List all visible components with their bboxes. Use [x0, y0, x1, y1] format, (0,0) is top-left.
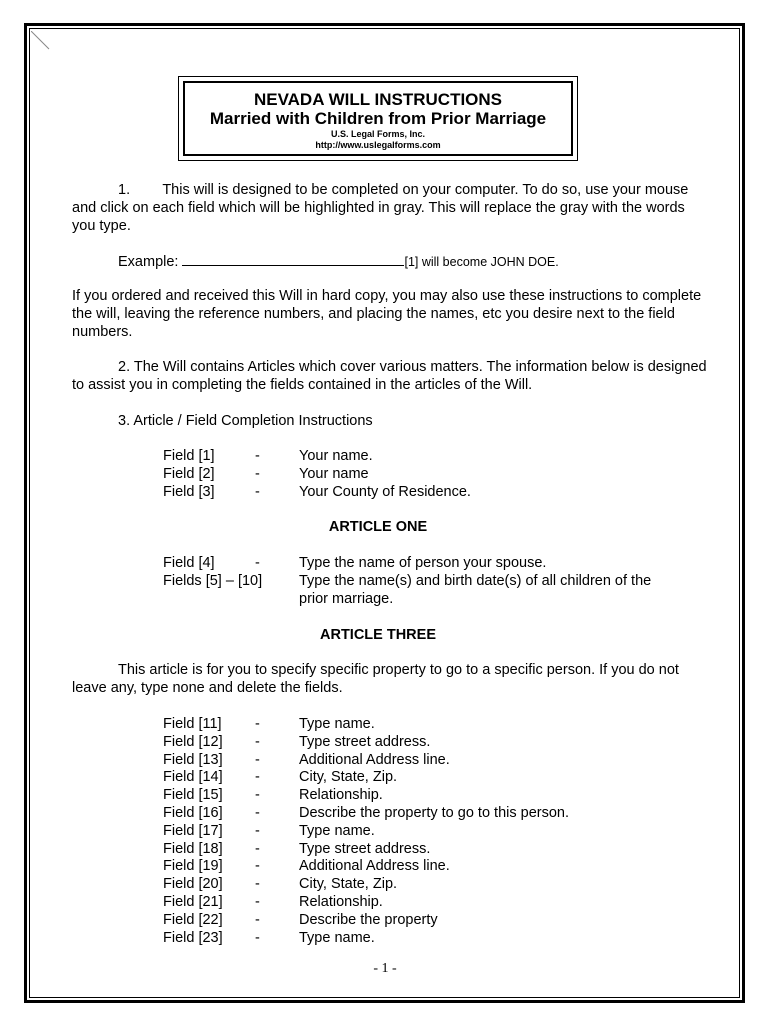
- page-fold-corner-mark: [31, 31, 53, 53]
- field-dash: -: [255, 716, 260, 732]
- field-row: [0, 465, 770, 483]
- field-row: [0, 715, 770, 733]
- field-id: Field [23]: [163, 929, 223, 946]
- field-row: [0, 768, 770, 786]
- field-description: Describe the property to go to this person.: [299, 805, 570, 821]
- field-description: Your name.: [299, 448, 373, 464]
- field-id: Fields [5] – [10]: [163, 573, 263, 589]
- article-one-heading: ARTICLE ONE: [328, 519, 428, 535]
- field-description: City, State, Zip.: [299, 769, 398, 786]
- field-description: Type name.: [299, 716, 375, 732]
- field-row: [0, 786, 770, 804]
- example-line: [118, 251, 559, 271]
- field-dash: -: [255, 911, 260, 928]
- field-id: Field [2]: [163, 466, 215, 482]
- field-description: Type street address.: [299, 840, 431, 857]
- field-dash: -: [255, 466, 260, 482]
- page-number: - 1 -: [373, 961, 397, 976]
- field-description: Your name: [299, 466, 369, 482]
- field-id: Field [21]: [163, 894, 223, 910]
- field-id: Field [1]: [163, 448, 215, 464]
- company-url: http://www.uslegalforms.com: [315, 140, 441, 150]
- paragraph-text: 2. The Will contains Articles which cover various matters. The information below is designed to assist you in completing the fields contained in the articles of the Will.: [72, 359, 707, 393]
- example-label: Example:: [118, 254, 179, 270]
- paragraph-text: This article is for you to specify specific property to go to a specific person. If you do not leave any, type none and delete the fields.: [72, 662, 679, 696]
- instruction-paragraph-1: [72, 181, 708, 235]
- field-row-continuation: [0, 590, 770, 608]
- paragraph-text: 3. Article / Field Completion Instructions: [118, 413, 373, 429]
- field-description: prior marriage.: [299, 591, 394, 607]
- field-id: Field [14]: [163, 769, 223, 786]
- field-dash: -: [255, 805, 260, 821]
- field-description: Relationship.: [299, 894, 383, 910]
- field-dash: -: [255, 787, 260, 804]
- instruction-paragraph-3: [72, 412, 708, 430]
- field-id: Field [15]: [163, 787, 223, 804]
- field-dash: -: [255, 555, 260, 571]
- title-box: [183, 81, 573, 156]
- field-id: Field [12]: [163, 733, 223, 750]
- instruction-paragraph-2: [72, 358, 708, 394]
- field-row: [0, 751, 770, 769]
- field-row: [0, 893, 770, 911]
- article-three-intro: [72, 661, 708, 697]
- field-id: Field [17]: [163, 822, 223, 839]
- field-description: Relationship.: [299, 787, 383, 804]
- field-id: Field [11]: [163, 716, 222, 732]
- field-dash: -: [255, 733, 260, 750]
- company-name: U.S. Legal Forms, Inc.: [330, 129, 426, 139]
- field-description: Type street address.: [299, 733, 431, 750]
- example-suffix: [1] will become JOHN DOE.: [404, 255, 559, 269]
- field-description: Type name.: [299, 929, 375, 946]
- field-id: Field [22]: [163, 911, 223, 928]
- field-id: Field [13]: [163, 751, 223, 768]
- field-description: Type name.: [299, 822, 375, 839]
- field-row: [0, 804, 770, 822]
- field-dash: -: [255, 876, 260, 893]
- field-id: Field [4]: [163, 555, 215, 571]
- field-id: Field [16]: [163, 805, 223, 821]
- document-title: NEVADA WILL INSTRUCTIONS: [253, 90, 503, 109]
- field-dash: -: [255, 484, 260, 500]
- paragraph-number: 1.: [118, 182, 131, 198]
- document-subtitle: Married with Children from Prior Marriage: [209, 109, 547, 128]
- paragraph-text: This will is designed to be completed on your computer. To do so, use your mouse and click on each field which will be highlighted in gray. This will replace the gray with the words you type.: [72, 182, 689, 234]
- field-row: [0, 822, 770, 840]
- field-row: [0, 554, 770, 572]
- field-description: Describe the property: [299, 911, 438, 928]
- field-row: [0, 572, 770, 590]
- field-row: [0, 840, 770, 858]
- field-dash: -: [255, 840, 260, 857]
- field-dash: -: [255, 822, 260, 839]
- field-description: City, State, Zip.: [299, 876, 398, 893]
- field-row: [0, 733, 770, 751]
- field-row: [0, 447, 770, 465]
- field-dash: -: [255, 894, 260, 910]
- field-id: Field [3]: [163, 484, 215, 500]
- field-description: Additional Address line.: [299, 858, 450, 875]
- example-blank-field: [182, 251, 404, 266]
- field-description: Type the name of person your spouse.: [299, 555, 547, 571]
- field-row: [0, 911, 770, 929]
- field-description: Additional Address line.: [299, 751, 450, 768]
- field-id: Field [19]: [163, 858, 223, 875]
- field-dash: -: [255, 858, 260, 875]
- field-id: Field [18]: [163, 840, 223, 857]
- field-row: [0, 483, 770, 501]
- field-dash: -: [255, 769, 260, 786]
- field-row: [0, 875, 770, 893]
- field-description: Your County of Residence.: [299, 484, 471, 500]
- article-three-heading: ARTICLE THREE: [320, 627, 436, 643]
- field-id: Field [20]: [163, 876, 223, 893]
- hard-copy-paragraph: If you ordered and received this Will in hard copy, you may also use these instructions to complete the will, leaving the reference numbers, and placing the names, etc you desire next to the field numbers.: [72, 288, 702, 340]
- field-dash: -: [255, 929, 260, 946]
- field-description: Type the name(s) and birth date(s) of all children of the: [299, 573, 652, 589]
- field-dash: -: [255, 448, 260, 464]
- field-row: [0, 929, 770, 947]
- field-dash: -: [255, 751, 260, 768]
- field-row: [0, 857, 770, 875]
